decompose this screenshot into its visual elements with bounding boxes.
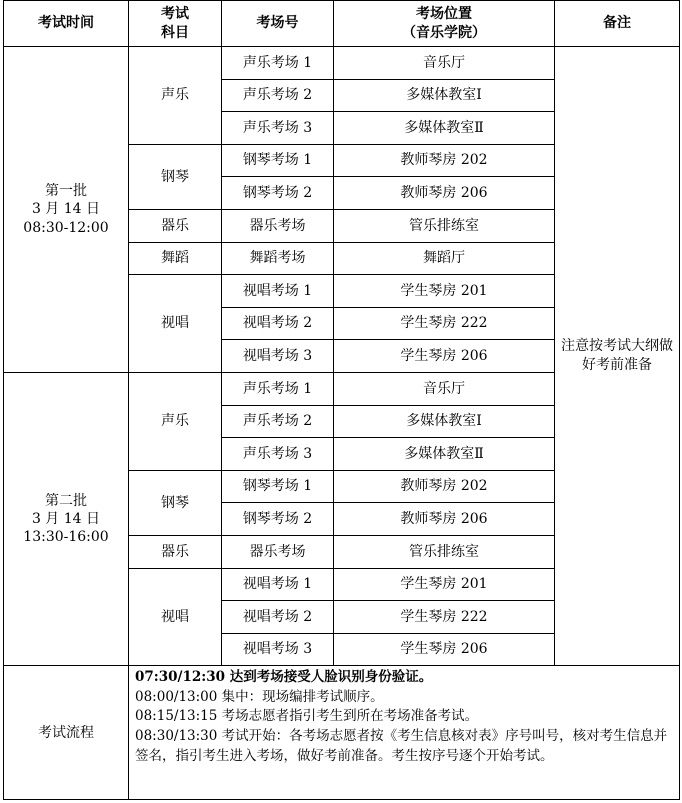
location-cell: 多媒体教室Ⅱ bbox=[334, 438, 555, 471]
process-line-2: 08:00/13:00 集中：现场编排考试顺序。 bbox=[135, 688, 384, 705]
room-cell: 声乐考场 1 bbox=[222, 372, 334, 405]
batch1-subject-dance: 舞蹈 bbox=[129, 242, 222, 275]
batch2-subject-piano: 钢琴 bbox=[129, 470, 222, 535]
location-cell: 教师琴房 202 bbox=[334, 144, 555, 177]
location-cell: 教师琴房 206 bbox=[334, 177, 555, 210]
room-cell: 声乐考场 1 bbox=[222, 47, 334, 80]
room-cell: 器乐考场 bbox=[222, 535, 334, 568]
batch2-name: 第二批 bbox=[45, 492, 87, 509]
room-cell: 视唱考场 1 bbox=[222, 275, 334, 308]
location-cell: 教师琴房 206 bbox=[334, 503, 555, 536]
batch1-subject-sightsing: 视唱 bbox=[129, 275, 222, 373]
batch1-subject-vocal: 声乐 bbox=[129, 47, 222, 145]
header-location-line1: 考场位置 bbox=[416, 6, 472, 23]
location-cell: 多媒体教室Ⅰ bbox=[334, 79, 555, 112]
room-cell: 钢琴考场 2 bbox=[222, 503, 334, 536]
room-cell: 视唱考场 1 bbox=[222, 568, 334, 601]
header-remark: 备注 bbox=[555, 1, 680, 47]
exam-schedule-table bbox=[3, 0, 680, 800]
location-cell: 音乐厅 bbox=[334, 47, 555, 80]
location-cell: 学生琴房 201 bbox=[334, 568, 555, 601]
process-line-4: 08:30/13:30 考试开始：各考场志愿者按《考生信息核对表》序号叫号，核对考生信息并签名，指引考生进入考场，做好考前准备。考生按序号逐个开始考试。 bbox=[135, 727, 668, 764]
location-cell: 管乐排练室 bbox=[334, 535, 555, 568]
batch2-subject-sightsing: 视唱 bbox=[129, 568, 222, 666]
room-cell: 声乐考场 3 bbox=[222, 112, 334, 145]
room-cell: 视唱考场 2 bbox=[222, 307, 334, 340]
batch1-subject-instrument: 器乐 bbox=[129, 209, 222, 242]
process-label: 考试流程 bbox=[4, 666, 129, 800]
header-subject-line2: 科目 bbox=[161, 24, 189, 41]
table-row bbox=[4, 47, 680, 80]
room-cell: 器乐考场 bbox=[222, 209, 334, 242]
location-cell: 舞蹈厅 bbox=[334, 242, 555, 275]
batch1-time-cell bbox=[4, 47, 129, 373]
batch1-subject-piano: 钢琴 bbox=[129, 144, 222, 209]
batch2-time-cell bbox=[4, 372, 129, 665]
room-cell: 钢琴考场 1 bbox=[222, 470, 334, 503]
batch2-subject-instrument: 器乐 bbox=[129, 535, 222, 568]
batch2-subject-vocal: 声乐 bbox=[129, 372, 222, 470]
room-cell: 视唱考场 3 bbox=[222, 633, 334, 666]
location-cell: 多媒体教室Ⅰ bbox=[334, 405, 555, 438]
batch1-name: 第一批 bbox=[45, 183, 87, 200]
process-text bbox=[129, 666, 680, 800]
room-cell: 视唱考场 3 bbox=[222, 340, 334, 373]
room-cell: 声乐考场 2 bbox=[222, 79, 334, 112]
room-cell: 钢琴考场 1 bbox=[222, 144, 334, 177]
location-cell: 音乐厅 bbox=[334, 372, 555, 405]
remark-cell: 注意按考试大纲做好考前准备 bbox=[555, 47, 680, 666]
room-cell: 声乐考场 2 bbox=[222, 405, 334, 438]
location-cell: 学生琴房 201 bbox=[334, 275, 555, 308]
location-cell: 学生琴房 206 bbox=[334, 633, 555, 666]
header-subject bbox=[129, 1, 222, 47]
process-row bbox=[4, 666, 680, 800]
location-cell: 管乐排练室 bbox=[334, 209, 555, 242]
batch2-time: 13:30-16:00 bbox=[23, 529, 109, 546]
process-line-3: 08:15/13:15 考场志愿者指引考生到所在考场准备考试。 bbox=[135, 708, 479, 725]
location-cell: 学生琴房 222 bbox=[334, 307, 555, 340]
header-location bbox=[334, 1, 555, 47]
location-cell: 学生琴房 222 bbox=[334, 601, 555, 634]
header-location-line2: （音乐学院） bbox=[402, 24, 486, 41]
location-cell: 教师琴房 202 bbox=[334, 470, 555, 503]
header-row bbox=[4, 1, 680, 47]
header-room-no: 考场号 bbox=[222, 1, 334, 47]
room-cell: 声乐考场 3 bbox=[222, 438, 334, 471]
room-cell: 钢琴考场 2 bbox=[222, 177, 334, 210]
header-subject-line1: 考试 bbox=[161, 6, 189, 23]
location-cell: 学生琴房 206 bbox=[334, 340, 555, 373]
process-line-1: 07:30/12:30 达到考场接受人脸识别身份验证。 bbox=[135, 669, 433, 686]
location-cell: 多媒体教室Ⅱ bbox=[334, 112, 555, 145]
header-exam-time: 考试时间 bbox=[4, 1, 129, 47]
room-cell: 舞蹈考场 bbox=[222, 242, 334, 275]
batch2-date: 3 月 14 日 bbox=[31, 511, 101, 528]
room-cell: 视唱考场 2 bbox=[222, 601, 334, 634]
batch1-date: 3 月 14 日 bbox=[31, 201, 101, 218]
batch1-time: 08:30-12:00 bbox=[23, 219, 109, 236]
